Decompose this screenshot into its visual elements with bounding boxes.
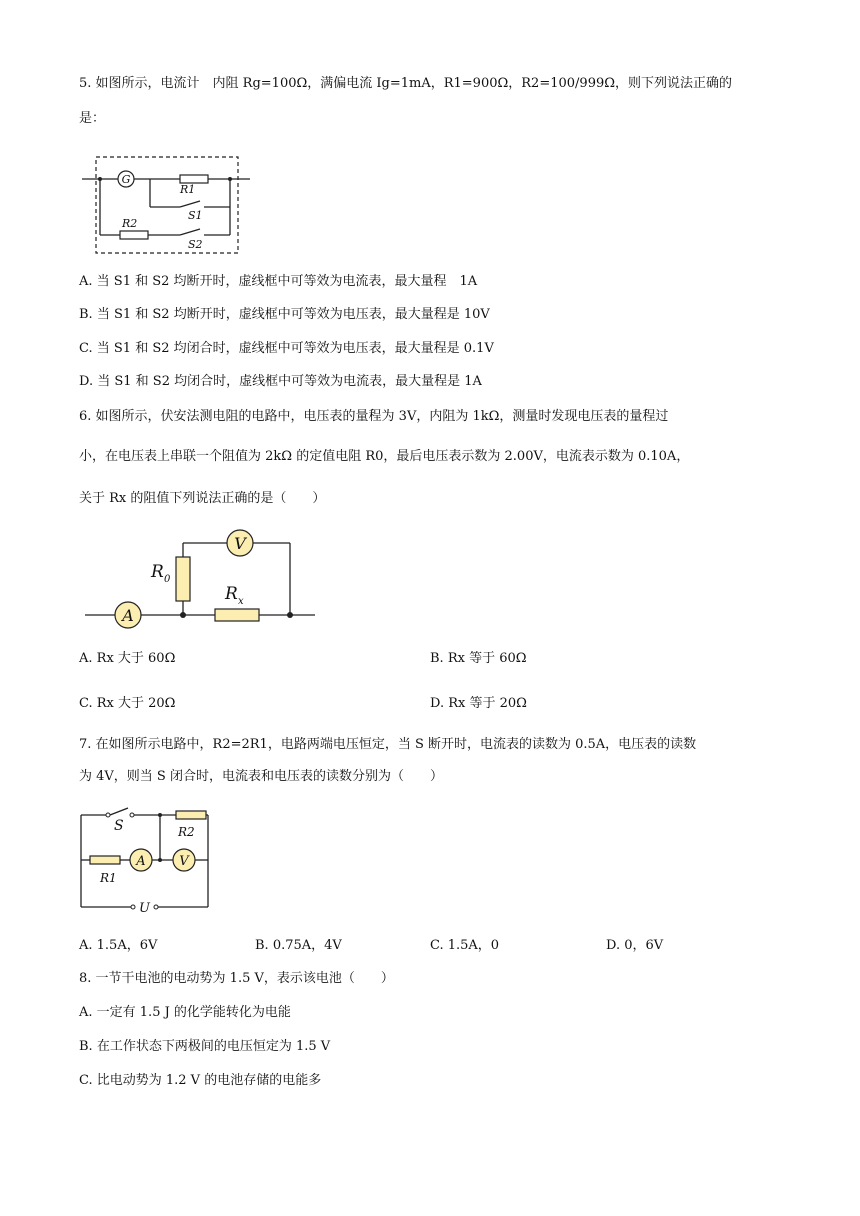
q6-r0-sub: 0: [164, 574, 171, 585]
q8-option-b[interactable]: B. 在工作状态下两极间的电压恒定为 1.5 V: [79, 1039, 331, 1054]
q5-option-d[interactable]: D. 当 S1 和 S2 均闭合时，虚线框中可等效为电流表，最大量程是 1A: [79, 374, 482, 389]
q7-r1-label: R1: [100, 871, 117, 885]
q8-stem: 8. 一节干电池的电动势为 1.5 V，表示该电池（ ）: [79, 971, 394, 986]
q7-ammeter-label: A: [136, 854, 146, 869]
q7-stem-line2: 为 4V，则当 S 闭合时，电流表和电压表的读数分别为（ ）: [79, 769, 443, 784]
q6-option-a[interactable]: A. Rx 大于 60Ω: [79, 651, 176, 666]
q5-stem-line2: 是：: [79, 111, 106, 126]
q6-stem-line3: 关于 Rx 的阻值下列说法正确的是（ ）: [79, 491, 326, 506]
q7-option-c[interactable]: C. 1.5A，0: [430, 938, 500, 953]
q6-option-b[interactable]: B. Rx 等于 60Ω: [430, 651, 527, 666]
q7-option-b[interactable]: B. 0.75A，4V: [255, 938, 342, 953]
q7-option-d[interactable]: D. 0，6V: [606, 938, 664, 953]
q5-option-b[interactable]: B. 当 S1 和 S2 均断开时，虚线框中可等效为电压表，最大量程是 10V: [79, 307, 490, 322]
q7-r2-label: R2: [178, 825, 195, 839]
q7-voltmeter-label: V: [179, 854, 189, 869]
q7-switch-label: S: [114, 818, 124, 834]
q7-u-label: U: [139, 901, 150, 916]
q5-s2-label: S2: [188, 238, 203, 251]
q5-s1-label: S1: [188, 209, 203, 222]
q6-stem-line2: 小，在电压表上串联一个阻值为 2kΩ 的定值电阻 R0，最后电压表示数为 2.00V，电流表示数为 0.10A，: [79, 449, 690, 464]
q8-option-c[interactable]: C. 比电动势为 1.2 V 的电池存储的电能多: [79, 1073, 322, 1088]
q6-r0-label: R: [151, 562, 164, 582]
q6-voltmeter-label: V: [234, 534, 246, 553]
q5-option-a[interactable]: A. 当 S1 和 S2 均断开时，虚线框中可等效为电流表，最大量程 1A: [79, 274, 478, 289]
q5-circuit-figure: [80, 155, 255, 255]
q5-r1-label: R1: [180, 183, 196, 196]
q6-stem-line1: 6. 如图所示，伏安法测电阻的电路中，电压表的量程为 3V，内阻为 1kΩ，测量时发现电压表的量程过: [79, 409, 669, 424]
q6-rx-sub: x: [238, 596, 244, 607]
q6-rx-label: R: [225, 584, 238, 604]
q5-stem-line1: 5. 如图所示，电流计 内阻 Rg=100Ω，满偏电流 Ig=1mA，R1=900Ω，R2=100/999Ω，则下列说法正确的: [79, 76, 733, 91]
q6-ammeter-label: A: [122, 606, 134, 625]
q8-option-a[interactable]: A. 一定有 1.5 J 的化学能转化为电能: [79, 1005, 291, 1020]
q6-option-d[interactable]: D. Rx 等于 20Ω: [430, 696, 527, 711]
q5-option-c[interactable]: C. 当 S1 和 S2 均闭合时，虚线框中可等效为电压表，最大量程是 0.1V: [79, 341, 494, 356]
q5-g-label: G: [121, 173, 131, 186]
q5-r2-label: R2: [122, 217, 138, 230]
q6-option-c[interactable]: C. Rx 大于 20Ω: [79, 696, 176, 711]
q7-circuit-figure: [76, 805, 216, 915]
q6-circuit-figure: [85, 525, 325, 635]
q7-option-a[interactable]: A. 1.5A，6V: [79, 938, 158, 953]
q7-stem-line1: 7. 在如图所示电路中，R2=2R1，电路两端电压恒定，当 S 断开时，电流表的读数为 0.5A，电压表的读数: [79, 737, 697, 752]
